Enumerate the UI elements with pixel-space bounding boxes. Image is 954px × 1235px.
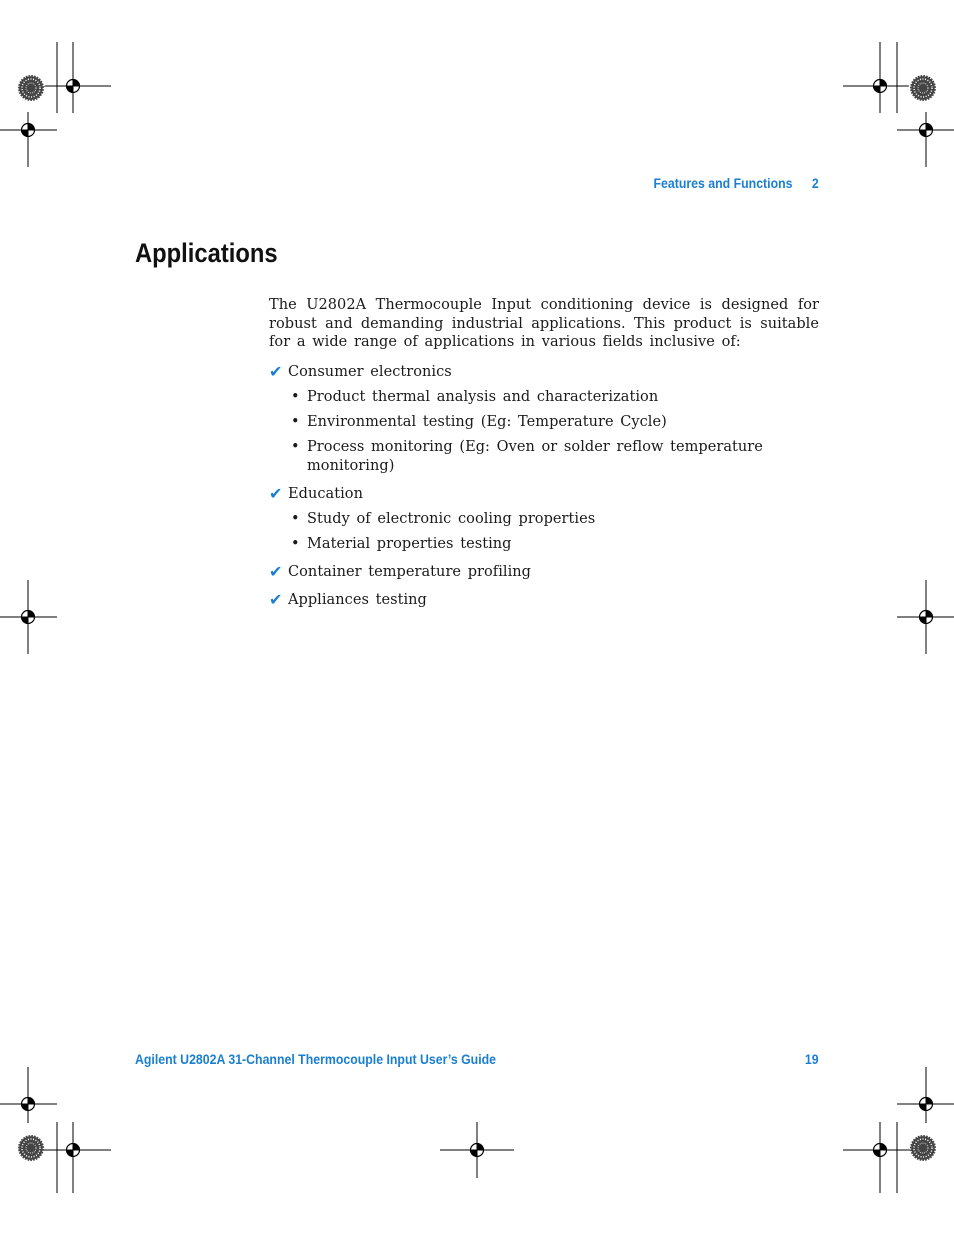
list-item-text: Environmental testing (Eg: Temperature Cycle) bbox=[307, 414, 667, 430]
bullet-icon: • bbox=[291, 414, 300, 430]
application-label: Consumer electronics bbox=[288, 363, 452, 380]
application-group bbox=[269, 588, 819, 613]
application-group bbox=[269, 560, 819, 585]
list-item-text: Material properties testing bbox=[307, 536, 512, 552]
applications-list bbox=[269, 360, 819, 613]
application-item bbox=[269, 360, 819, 385]
running-header bbox=[654, 175, 819, 191]
list-item-text: Process monitoring (Eg: Oven or solder reflow temperature monitoring) bbox=[307, 439, 763, 474]
footer-page-number: 19 bbox=[805, 1051, 819, 1067]
intro-paragraph: The U2802A Thermocouple Input conditioning device is designed for robust and demanding industrial applications. This product is suitable for a wide range of applications in various fields inclusive of: bbox=[269, 297, 819, 350]
checkmark-icon: ✔ bbox=[269, 483, 283, 503]
bullet-icon: • bbox=[291, 536, 300, 552]
application-label: Appliances testing bbox=[288, 591, 427, 608]
checkmark-icon: ✔ bbox=[269, 562, 283, 581]
application-label: Education bbox=[288, 485, 363, 502]
footer-guide-title: Agilent U2802A 31-Channel Thermocouple Input User’s Guide bbox=[135, 1051, 497, 1067]
application-group bbox=[269, 360, 819, 476]
application-item bbox=[269, 482, 819, 507]
application-label: Container temperature profiling bbox=[288, 564, 532, 580]
list-item-text: Study of electronic cooling properties bbox=[307, 511, 596, 527]
list-item bbox=[288, 388, 819, 407]
bullet-icon: • bbox=[291, 511, 300, 527]
list-item bbox=[288, 510, 819, 529]
application-item bbox=[269, 560, 819, 585]
application-sub-list bbox=[288, 510, 819, 554]
checkmark-icon: ✔ bbox=[269, 589, 283, 609]
checkmark-icon: ✔ bbox=[269, 361, 283, 381]
list-item bbox=[288, 535, 819, 554]
bullet-icon: • bbox=[291, 439, 300, 455]
running-header-chapter: 2 bbox=[812, 175, 819, 191]
application-item bbox=[269, 588, 819, 613]
running-header-section: Features and Functions bbox=[653, 175, 793, 191]
page-title: Applications bbox=[135, 238, 278, 268]
application-group bbox=[269, 482, 819, 554]
list-item bbox=[288, 438, 819, 475]
page-content bbox=[269, 296, 819, 615]
list-item bbox=[288, 413, 819, 432]
bullet-icon: • bbox=[291, 389, 300, 405]
list-item-text: Product thermal analysis and characterization bbox=[307, 389, 659, 405]
application-sub-list bbox=[288, 388, 819, 475]
